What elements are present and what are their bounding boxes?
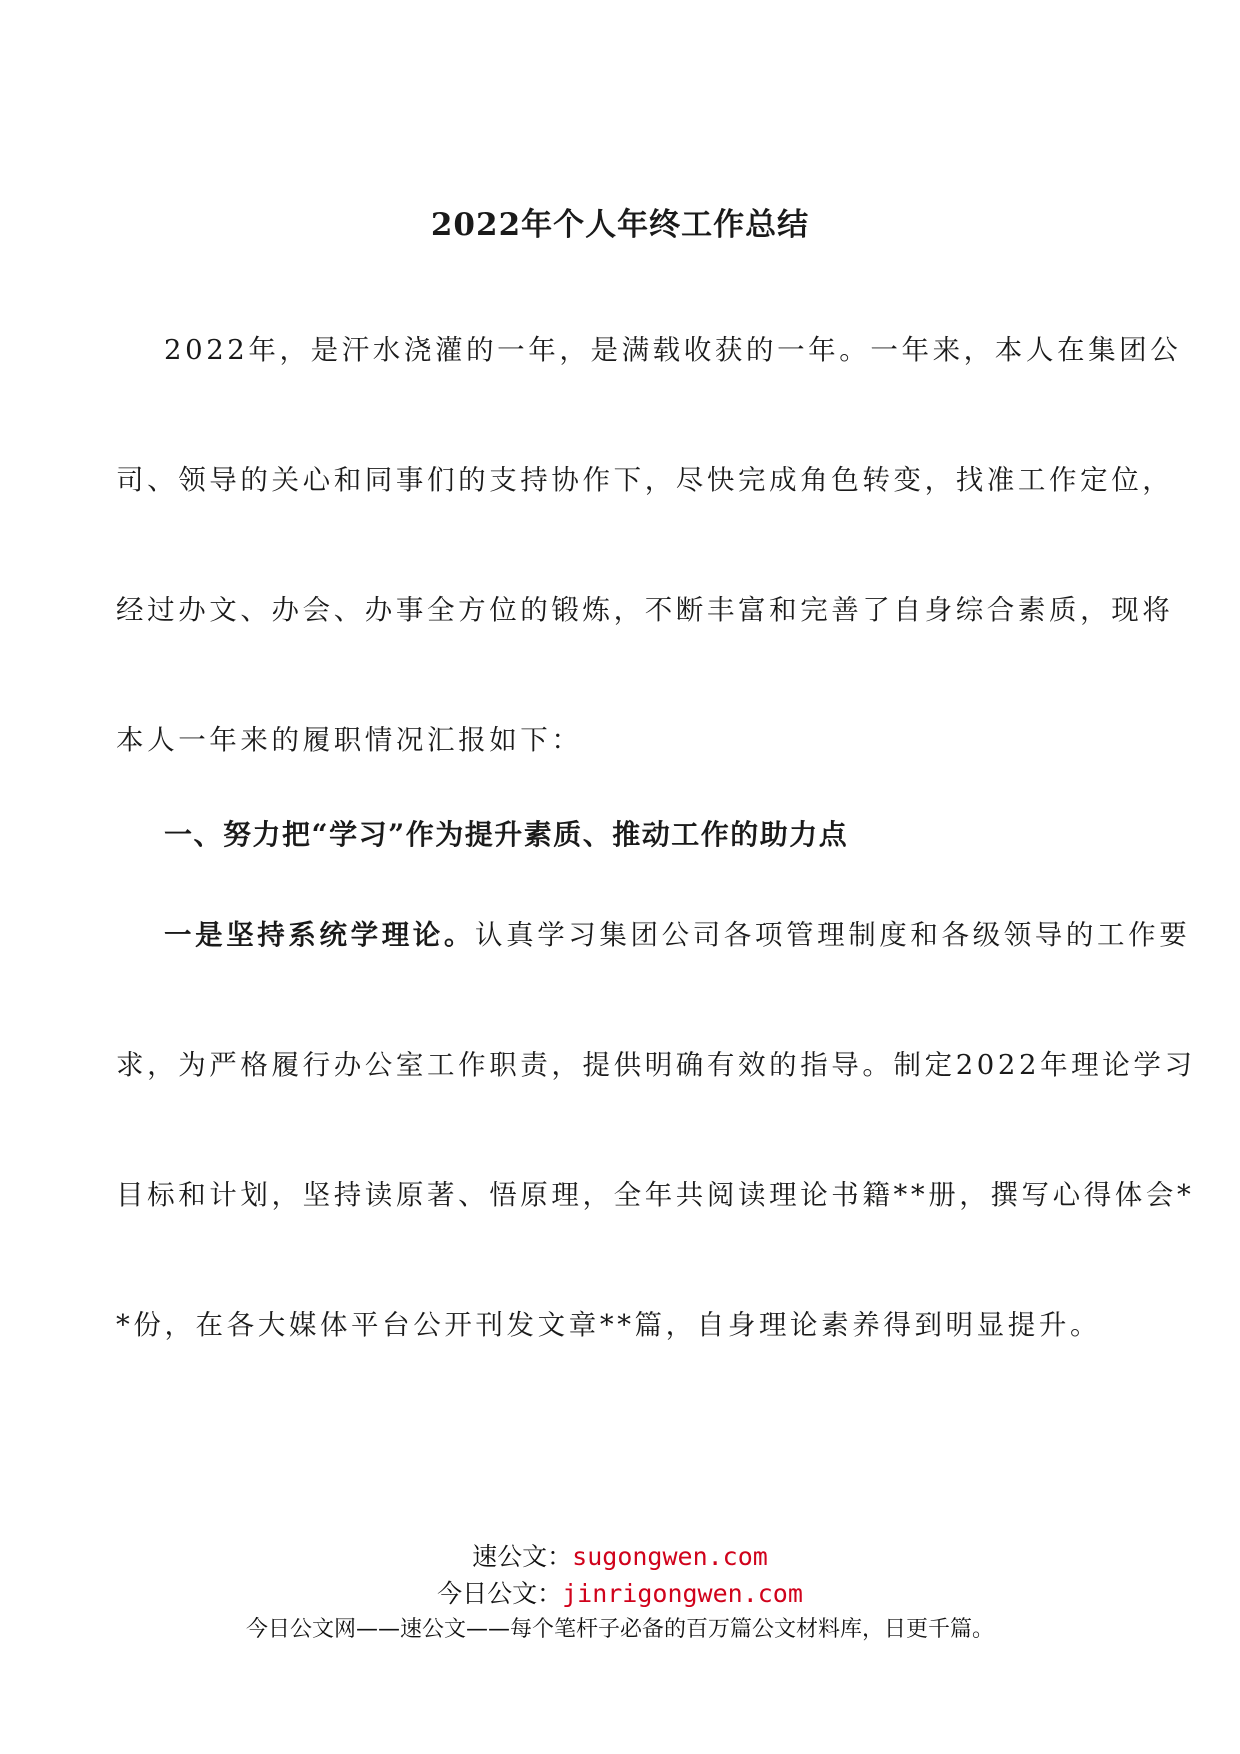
paragraph1-line4: 本人一年来的履职情况汇报如下： (116, 724, 583, 756)
paragraph1-line2: 司、领导的关心和同事们的支持协作下，尽快完成角色转变，找准工作定位， (116, 464, 1174, 496)
paragraph2-line1-rest: 认真学习集团公司各项管理制度和各级领导的工作要 (475, 919, 1191, 951)
footer-jinrigongwen-label: 今日公文： (437, 1579, 563, 1608)
paragraph2-line3: 目标和计划，坚持读原著、悟原理，全年共阅读理论书籍**册，撰写心得体会* (116, 1179, 1195, 1211)
paragraph1-line3: 经过办文、办会、办事全方位的锻炼，不断丰富和完善了自身综合素质，现将 (116, 594, 1174, 626)
document-title: 2022年个人年终工作总结 (430, 207, 810, 243)
paragraph1-line1: 2022年，是汗水浇灌的一年，是满载收获的一年。一年来，本人在集团公 (164, 334, 1182, 366)
footer-sugongwen-label: 速公文： (472, 1542, 573, 1571)
footer-sugongwen-link[interactable]: sugongwen.com (572, 1542, 768, 1571)
footer-line-sugongwen (0, 1540, 1240, 1574)
footer-tagline: 今日公文网——速公文——每个笔杆子必备的百万篇公文材料库，日更千篇。 (245, 1617, 994, 1642)
paragraph2-line2: 求，为严格履行办公室工作职责，提供明确有效的指导。制定2022年理论学习 (116, 1049, 1196, 1081)
section1-heading: 一、努力把“学习”作为提升素质、推动工作的助力点 (164, 818, 849, 851)
paragraph2-lead: 一是坚持系统学理论。 (164, 919, 475, 951)
paragraph2-line4: *份，在各大媒体平台公开刊发文章**篇，自身理论素养得到明显提升。 (116, 1309, 1102, 1341)
footer-jinrigongwen-link[interactable]: jinrigongwen.com (562, 1579, 803, 1608)
footer-line-jinrigongwen (0, 1577, 1240, 1611)
paragraph2-line1 (164, 915, 1190, 955)
